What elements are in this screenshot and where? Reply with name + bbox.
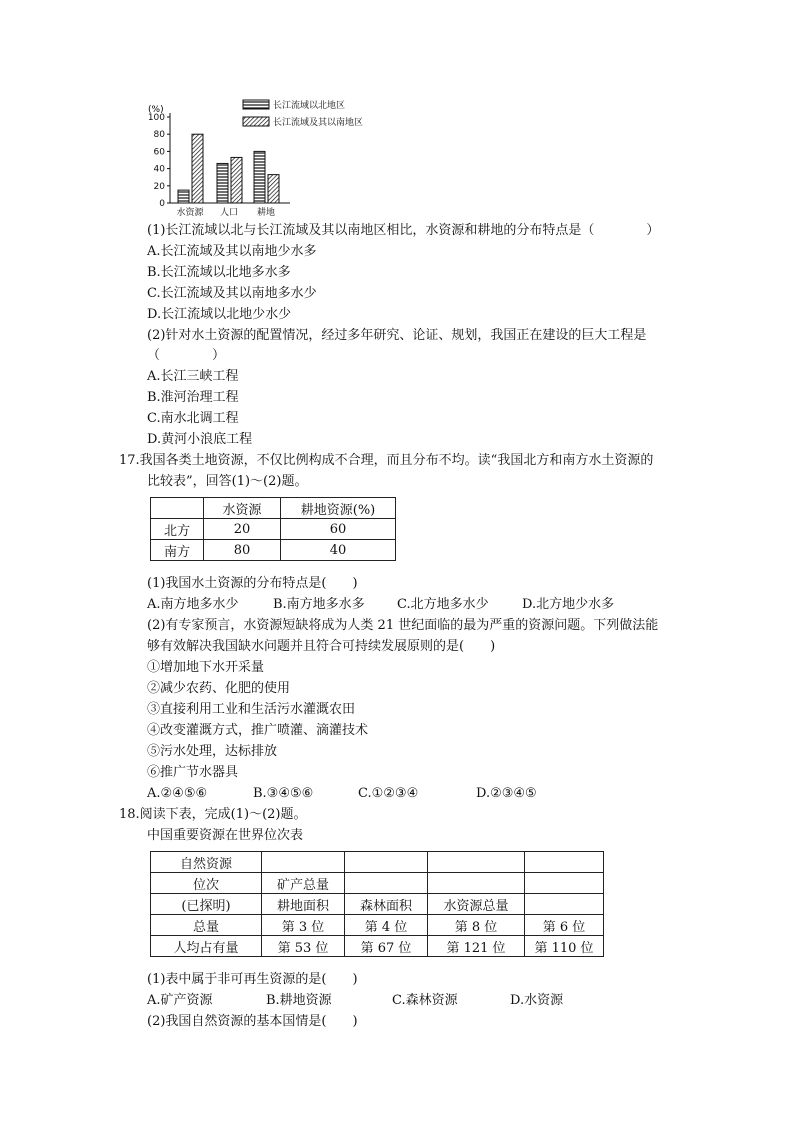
bar bbox=[231, 157, 242, 203]
q18-cell: 第 110 位 bbox=[525, 936, 604, 957]
q17-item-1: ①增加地下水开采量 bbox=[147, 660, 265, 675]
q16-p1-opt-d: D.长江流域以北地少水少 bbox=[147, 307, 292, 322]
q18-cell bbox=[262, 852, 345, 873]
q17-p1-opt-b: B.南方地多水多 bbox=[273, 597, 365, 612]
q17-p2-opt-c: C.①②③④ bbox=[358, 786, 419, 801]
q18-p1-opt-c: C.森林资源 bbox=[392, 993, 458, 1008]
q17-p1-opt-c: C.北方地多水少 bbox=[397, 597, 489, 612]
bar bbox=[178, 190, 189, 203]
legend-swatch bbox=[243, 117, 269, 126]
q17-part1: (1)我国水土资源的分布特点是( ) bbox=[147, 576, 358, 591]
q17-stem: 17.我国各类土地资源，不仅比例构成不合理，而且分布不均。读“我国北方和南方水土资源的 bbox=[119, 453, 654, 468]
y-tick-label: 20 bbox=[153, 181, 165, 192]
q18-stem: 18.阅读下表，完成(1)～(2)题。 bbox=[119, 807, 307, 822]
q17-p1-opt-a: A.南方地多水少 bbox=[147, 597, 239, 612]
q18-cell: 森林面积 bbox=[345, 894, 428, 915]
q16-p2-opt-d: D.黄河小浪底工程 bbox=[147, 432, 253, 447]
q17-part2-cont: 够有效解决我国缺水问题并且符合可持续发展原则的是( ) bbox=[147, 639, 496, 654]
q17-cell: 20 bbox=[204, 519, 281, 540]
q18-cell bbox=[345, 852, 428, 873]
q16-p2-opt-b: B.淮河治理工程 bbox=[147, 390, 239, 405]
q18-cell: (已探明) bbox=[151, 894, 262, 915]
q17-item-6: ⑥推广节水器具 bbox=[147, 765, 239, 780]
q18-cell: 耕地面积 bbox=[262, 894, 345, 915]
q18-cell: 总量 bbox=[151, 915, 262, 936]
q18-cell: 位次 bbox=[151, 873, 262, 894]
bar bbox=[268, 175, 279, 203]
legend-label: 长江流域及其以南地区 bbox=[273, 118, 364, 128]
bar bbox=[217, 163, 228, 203]
q18-p1-opt-b: B.耕地资源 bbox=[266, 993, 332, 1008]
q18-part1: (1)表中属于非可再生资源的是( ) bbox=[147, 972, 358, 987]
q16-part2: (2)针对水土资源的配置情况，经过多年研究、论证、规划，我国正在建设的巨大工程是 bbox=[147, 328, 647, 343]
q17-p2-opt-b: B.③④⑤⑥ bbox=[253, 786, 314, 801]
x-tick-label: 人口 bbox=[219, 208, 239, 218]
q17-stem-cont: 比较表”，回答(1)～(2)题。 bbox=[147, 474, 308, 489]
x-tick-label: 耕地 bbox=[256, 208, 276, 218]
q17-th-water: 水资源 bbox=[204, 498, 281, 519]
q18-cell bbox=[345, 873, 428, 894]
q18-cell: 第 6 位 bbox=[525, 915, 604, 936]
y-axis-unit: (%) bbox=[148, 105, 164, 115]
bar bbox=[192, 134, 203, 203]
q18-cell bbox=[428, 852, 525, 873]
q17-th-land: 耕地资源(%) bbox=[281, 498, 396, 519]
q17-cell: 南方 bbox=[151, 540, 204, 561]
q18-cell: 第 8 位 bbox=[428, 915, 525, 936]
q17-p2-opt-a: A.②④⑤⑥ bbox=[147, 786, 208, 801]
q16-p2-opt-a: A.长江三峡工程 bbox=[147, 369, 239, 384]
q17-table bbox=[150, 497, 396, 561]
q17-cell: 60 bbox=[281, 519, 396, 540]
q16-part1: (1)长江流域以北与长江流域及其以南地区相比，水资源和耕地的分布特点是（ ） bbox=[147, 223, 660, 238]
q17-p2-opt-d: D.②③④⑤ bbox=[476, 786, 537, 801]
bar-chart bbox=[140, 95, 400, 220]
q17-cell: 40 bbox=[281, 540, 396, 561]
x-tick-label: 水资源 bbox=[176, 208, 204, 218]
q18-table bbox=[150, 851, 604, 957]
q18-caption: 中国重要资源在世界位次表 bbox=[147, 828, 304, 843]
y-tick-label: 40 bbox=[153, 164, 165, 175]
q18-cell bbox=[525, 873, 604, 894]
y-tick-label: 80 bbox=[153, 130, 165, 141]
q17-item-2: ②减少农药、化肥的使用 bbox=[147, 681, 291, 696]
y-tick-label: 100 bbox=[147, 113, 165, 123]
q17-item-4: ④改变灌溉方式，推广喷灌、滴灌技术 bbox=[147, 723, 369, 738]
q18-cell: 第 67 位 bbox=[345, 936, 428, 957]
q18-p1-opt-d: D.水资源 bbox=[510, 993, 564, 1008]
q17-th-empty bbox=[151, 498, 204, 519]
q18-cell: 第 121 位 bbox=[428, 936, 525, 957]
q18-part2: (2)我国自然资源的基本国情是( ) bbox=[147, 1014, 358, 1029]
q18-cell: 第 4 位 bbox=[345, 915, 428, 936]
q17-cell: 80 bbox=[204, 540, 281, 561]
legend-swatch bbox=[243, 100, 269, 109]
q18-cell: 矿产总量 bbox=[262, 873, 345, 894]
y-tick-label: 0 bbox=[159, 199, 165, 209]
q17-cell: 北方 bbox=[151, 519, 204, 540]
q18-cell: 自然资源 bbox=[151, 852, 262, 873]
y-tick-label: 60 bbox=[153, 147, 165, 158]
q18-cell: 水资源总量 bbox=[428, 894, 525, 915]
q18-cell bbox=[525, 894, 604, 915]
q17-item-3: ③直接利用工业和生活污水灌溉农田 bbox=[147, 702, 356, 717]
q18-cell: 人均占有量 bbox=[151, 936, 262, 957]
q17-part2: (2)有专家预言，水资源短缺将成为人类 21 世纪面临的最为严重的资源问题。下列做法能 bbox=[147, 618, 659, 633]
q17-item-5: ⑤污水处理，达标排放 bbox=[147, 744, 278, 759]
q16-p1-opt-c: C.长江流域及其以南地多水少 bbox=[147, 286, 317, 301]
q16-p1-opt-a: A.长江流域及其以南地少水多 bbox=[147, 244, 317, 259]
bar bbox=[254, 151, 265, 203]
q18-cell bbox=[428, 873, 525, 894]
q16-part2-blank: （ ） bbox=[147, 348, 226, 363]
q18-p1-opt-a: A.矿产资源 bbox=[147, 993, 213, 1008]
q16-p1-opt-b: B.长江流域以北地多水多 bbox=[147, 265, 291, 280]
legend-label: 长江流域以北地区 bbox=[273, 101, 346, 111]
q17-p1-opt-d: D.北方地少水多 bbox=[522, 597, 615, 612]
q18-cell: 第 3 位 bbox=[262, 915, 345, 936]
q18-cell bbox=[525, 852, 604, 873]
q18-cell: 第 53 位 bbox=[262, 936, 345, 957]
q16-p2-opt-c: C.南水北调工程 bbox=[147, 411, 239, 426]
